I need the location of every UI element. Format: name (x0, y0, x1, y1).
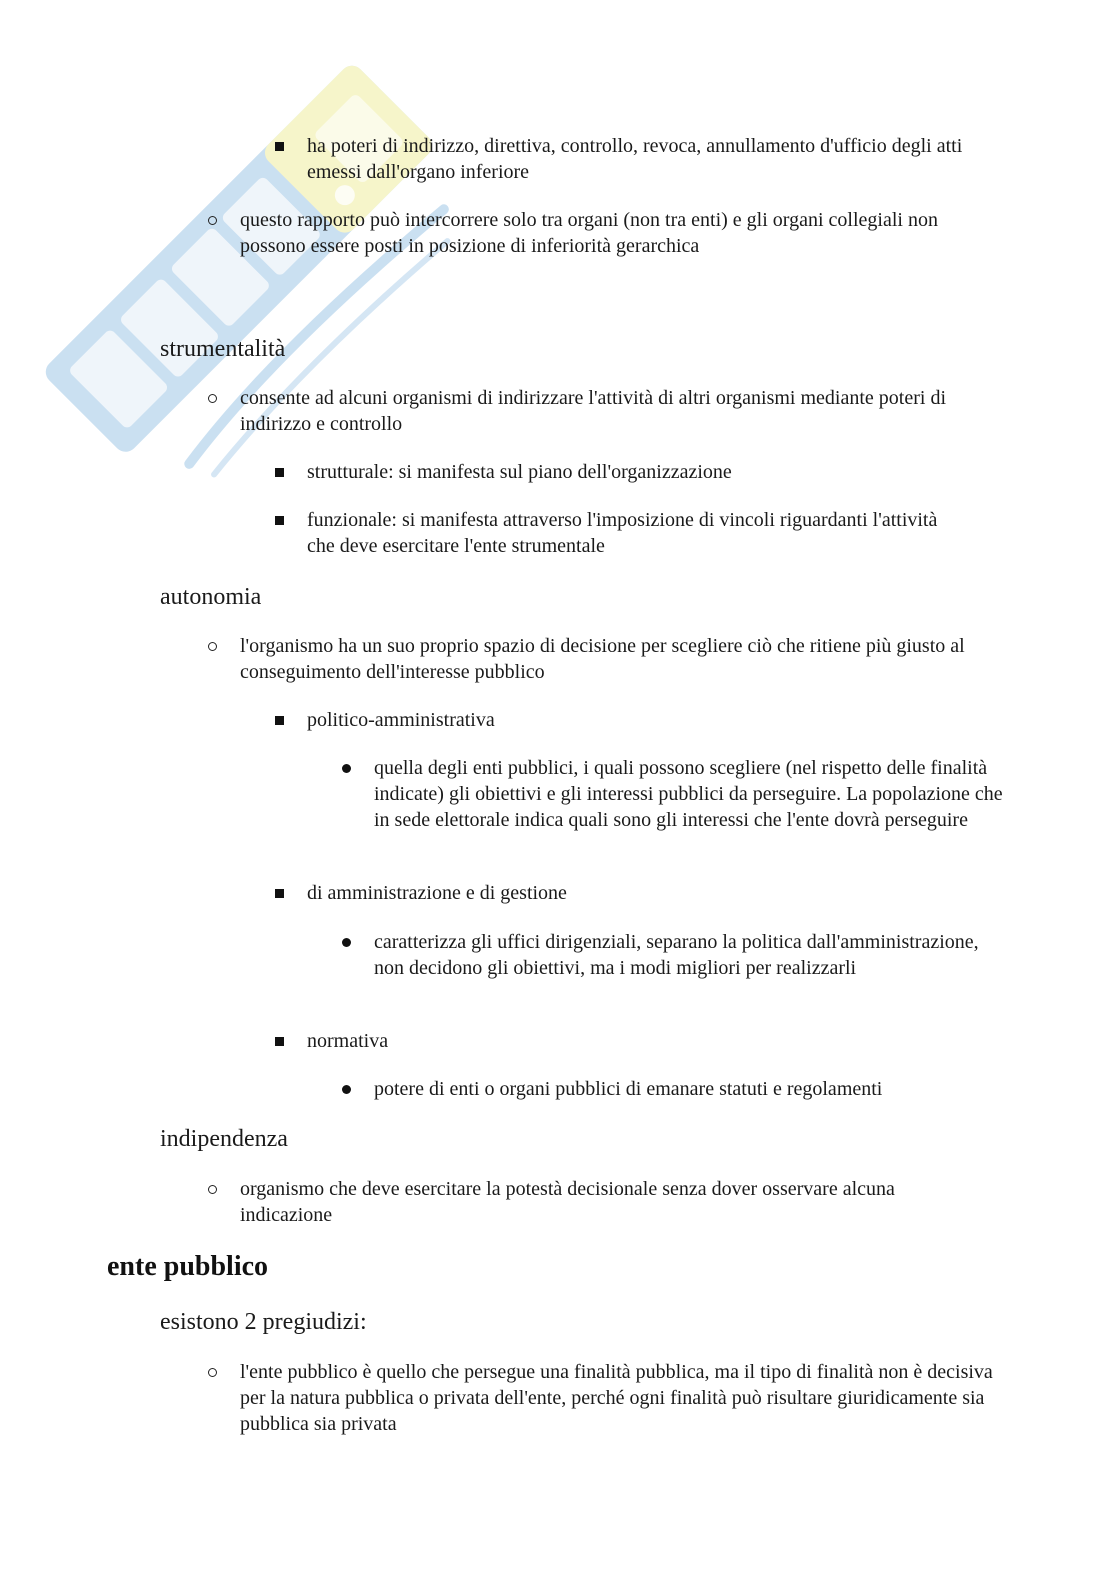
circle-bullet-icon (208, 1185, 217, 1194)
section-heading-autonomia: autonomia (160, 584, 262, 610)
list-item: quella degli enti pubblici, i quali possono scegliere (nel rispetto delle finalità indicate) gli obiettivi e gli interessi pubblici da perseguire. La popolazione che in sede elettorale indica quali sono gli interessi che l'ente dovrà perseguire (374, 755, 1006, 833)
circle-bullet-icon (208, 394, 217, 403)
list-item: normativa (307, 1028, 967, 1054)
list-item: potere di enti o organi pubblici di emanare statuti e regolamenti (374, 1076, 994, 1102)
list-item: ha poteri di indirizzo, direttiva, controllo, revoca, annullamento d'ufficio degli atti emessi dall'organo inferiore (307, 133, 967, 185)
square-bullet-icon (275, 889, 284, 898)
list-item: consente ad alcuni organismi di indirizzare l'attività di altri organismi mediante poteri di indirizzo e controllo (240, 385, 980, 437)
square-bullet-icon (275, 516, 284, 525)
list-item: caratterizza gli uffici dirigenziali, separano la politica dall'amministrazione, non decidono gli obiettivi, ma i modi migliori per realizzarli (374, 929, 994, 981)
section-heading-strumentalita: strumentalità (160, 336, 286, 362)
list-item: l'organismo ha un suo proprio spazio di decisione per scegliere ciò che ritiene più giusto al conseguimento dell'interesse pubblico (240, 633, 1000, 685)
section-heading-indipendenza: indipendenza (160, 1126, 288, 1152)
dot-bullet-icon (342, 764, 351, 773)
skuola-watermark-logo (20, 40, 500, 520)
list-item: di amministrazione e di gestione (307, 880, 967, 906)
list-item: questo rapporto può intercorrere solo tra organi (non tra enti) e gli organi collegiali non possono essere posti in posizione di inferiorità gerarchica (240, 207, 1000, 259)
section-heading-ente-pubblico: ente pubblico (107, 1251, 269, 1282)
list-item: l'ente pubblico è quello che persegue una finalità pubblica, ma il tipo di finalità non è decisiva per la natura pubblica o privata dell'ente, perché ogni finalità può risultare giuridicamente sia pubblica sia privata (240, 1359, 1010, 1437)
square-bullet-icon (275, 468, 284, 477)
circle-bullet-icon (208, 216, 217, 225)
list-item: politico-amministrativa (307, 707, 967, 733)
square-bullet-icon (275, 142, 284, 151)
square-bullet-icon (275, 716, 284, 725)
circle-bullet-icon (208, 642, 217, 651)
square-bullet-icon (275, 1037, 284, 1046)
list-item: organismo che deve esercitare la potestà decisionale senza dover osservare alcuna indicazione (240, 1176, 990, 1228)
subsection-heading-pregiudizi: esistono 2 pregiudizi: (160, 1309, 367, 1335)
list-item: strutturale: si manifesta sul piano dell'organizzazione (307, 459, 967, 485)
list-item: funzionale: si manifesta attraverso l'imposizione di vincoli riguardanti l'attività che deve esercitare l'ente strumentale (307, 507, 967, 559)
circle-bullet-icon (208, 1368, 217, 1377)
dot-bullet-icon (342, 938, 351, 947)
dot-bullet-icon (342, 1085, 351, 1094)
